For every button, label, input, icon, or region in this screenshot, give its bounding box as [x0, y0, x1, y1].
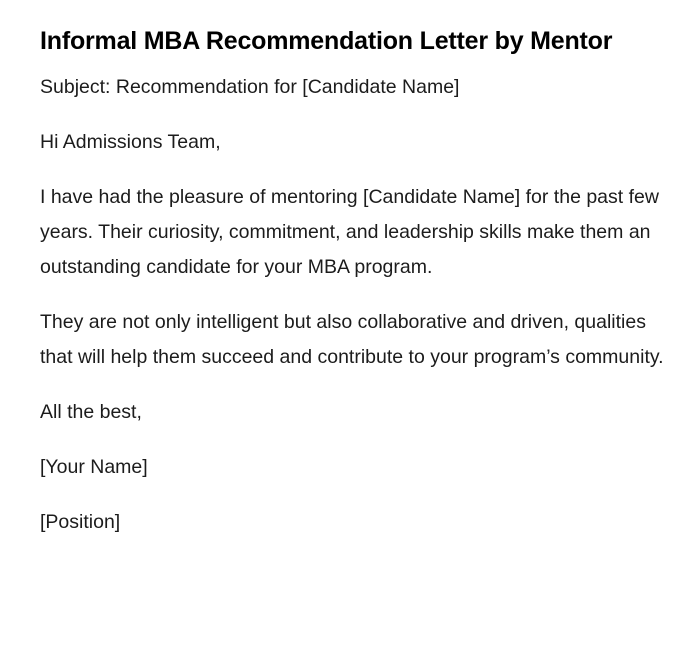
letter-paragraph-2: They are not only intelligent but also collaborative and driven, qualities that will help them succeed and contribute to your program’s community.: [40, 311, 664, 368]
letter-subject: Subject: Recommendation for [Candidate Name]: [40, 76, 460, 98]
signature-position: [Position]: [40, 511, 121, 533]
letter-closing: All the best,: [40, 401, 142, 423]
letter-document: [40, 24, 670, 560]
signature-name: [Your Name]: [40, 456, 148, 478]
letter-title: Informal MBA Recommendation Letter by Mentor: [40, 27, 613, 55]
letter-greeting: Hi Admissions Team,: [40, 131, 221, 153]
letter-paragraph-1: I have had the pleasure of mentoring [Candidate Name] for the past few years. Their curiosity, commitment, and leadership skills make them an outstanding candidate for your MBA program.: [40, 186, 659, 278]
